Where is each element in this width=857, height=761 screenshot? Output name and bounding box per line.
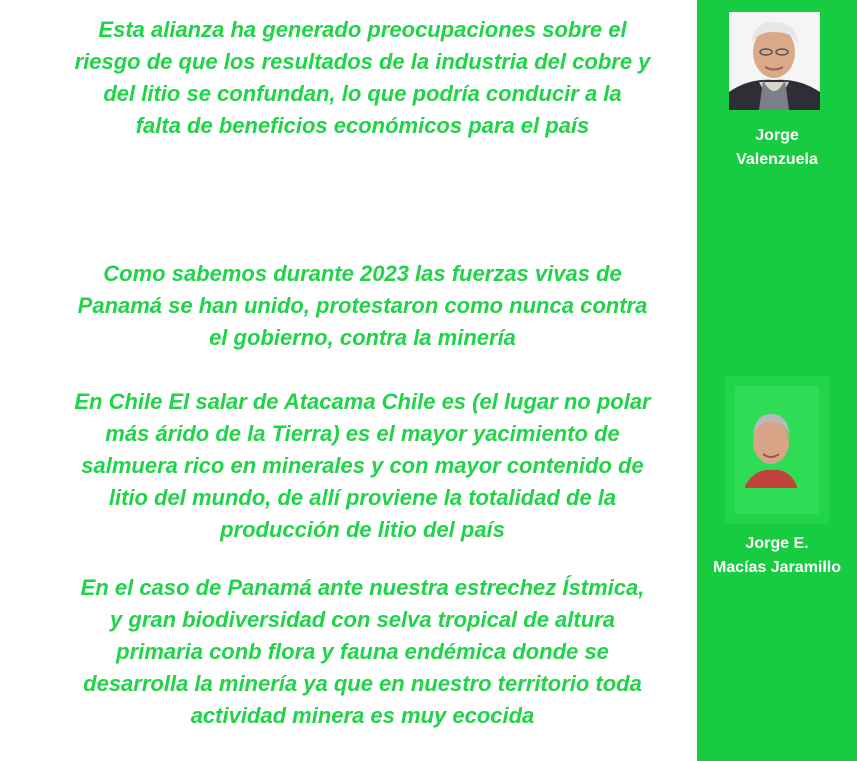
paragraph-chile-atacama: En Chile El salar de Atacama Chile es (el lugar no polar más árido de la Tierra) es el mayor yacimiento de salmuera rico en minerales y con mayor contenido de litio del mundo, de allí proviene la totalidad de la producción de litio del país (74, 389, 651, 542)
author-photo-macias (725, 376, 829, 524)
author-photo-valenzuela (729, 12, 820, 110)
paragraph-alianza: Esta alianza ha generado preocupaciones sobre el riesgo de que los resultados de la industria del cobre y del litio se confundan, lo que podría conducir a la falta de beneficios económicos para el país (74, 17, 651, 138)
author-name-valenzuela: Jorge Valenzuela (736, 127, 818, 168)
author-name-macias: Jorge E. Macías Jaramillo (712, 535, 842, 576)
author-portrait-icon (725, 376, 829, 524)
paragraph-panama-mineria: En el caso de Panamá ante nuestra estrechez Ístmica, y gran biodiversidad con selva tropical de altura primaria conb flora y fauna endémica donde se desarrolla la minería ya que en nuestro territorio toda actividad minera es muy ecocida (80, 575, 645, 728)
author-portrait-icon (729, 12, 820, 110)
paragraph-panama-protestas: Como sabemos durante 2023 las fuerzas vivas de Panamá se han unido, protestaron como nunca contra el gobierno, contra la minería (77, 261, 648, 350)
author-sidebar (697, 0, 857, 761)
